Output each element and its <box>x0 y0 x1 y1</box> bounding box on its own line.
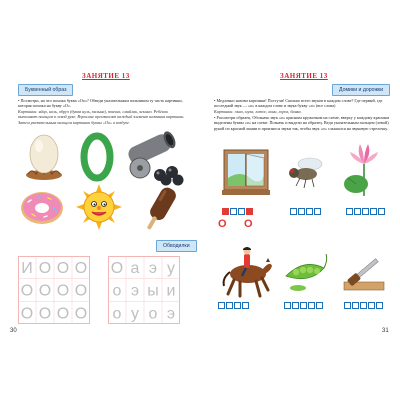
sound-box[interactable] <box>238 208 245 215</box>
sound-box[interactable] <box>308 302 315 309</box>
horse-rider-picture <box>218 244 278 300</box>
sound-box[interactable] <box>284 302 291 309</box>
tracing-letter[interactable]: О <box>56 282 70 300</box>
saw-tool-picture <box>338 250 388 296</box>
instruction-text: • Посмотри, на что похожа буква «Оо»? Обведи указательным пальчиком ту часть картинки, которая похожа на букву «О». <box>18 98 183 109</box>
tracing-grid-1 <box>18 256 90 324</box>
tracing-letter[interactable]: о <box>112 282 122 300</box>
donut-picture <box>18 188 66 228</box>
instruction-note: Картинки: яйцо, ноль, обруч (буква нуль, пальма), пончик, смайлик, эскимо. Ребёнок выполняет пальцем в левой руке. Взрослые произносят каждый элемент названия картинки. Затем указательным пальцем картинки буквы «Оо» в воздухе. <box>18 109 185 125</box>
tracing-letter[interactable]: О <box>38 260 52 277</box>
sound-box[interactable] <box>242 302 249 309</box>
left-page <box>0 0 196 400</box>
sound-box[interactable] <box>298 208 305 215</box>
tracing-letter[interactable]: о <box>112 305 122 323</box>
tracing-letter[interactable]: у <box>131 305 139 323</box>
sound-box[interactable] <box>344 302 351 309</box>
sound-box[interactable] <box>370 208 377 215</box>
tracing-letter[interactable]: О <box>74 282 88 300</box>
tracing-letter[interactable]: у <box>167 260 175 277</box>
right-page <box>204 0 400 400</box>
eskimo-icecream-picture <box>140 184 180 234</box>
fly-picture <box>284 154 328 190</box>
sound-box[interactable] <box>352 302 359 309</box>
tracing-letter[interactable]: О <box>20 282 34 300</box>
smiley-picture <box>76 184 122 230</box>
tracing-letter[interactable]: э <box>130 282 140 300</box>
tracing-letter[interactable]: О <box>56 305 70 323</box>
sample-letter-o: O <box>244 218 253 230</box>
page-number-left: 30 <box>10 328 17 334</box>
sound-box[interactable] <box>360 302 367 309</box>
word-scheme-horses <box>218 302 250 309</box>
sound-box[interactable] <box>306 208 313 215</box>
instruction-text-right: • Медленно назови картинки! Постучи! Сколько всего звуков в каждом слове? Где первый, где последний звук — «о» в каждом слове и звука букву «о» (все слова) <box>214 98 383 109</box>
tracing-grid-2 <box>108 256 180 324</box>
tracing-letter[interactable]: О <box>110 260 124 277</box>
lotus-picture <box>338 140 386 200</box>
tracing-letter[interactable]: О <box>74 260 88 277</box>
sound-box[interactable] <box>316 302 323 309</box>
sound-box[interactable] <box>368 302 375 309</box>
sound-box[interactable] <box>290 208 297 215</box>
word-scheme-lotus <box>346 208 386 215</box>
section-tag-tracing: Обводилки <box>156 240 197 252</box>
sound-box[interactable] <box>376 302 383 309</box>
sound-box[interactable] <box>346 208 353 215</box>
sound-box[interactable] <box>292 302 299 309</box>
word-scheme-fly <box>290 208 322 215</box>
sound-box[interactable] <box>354 208 361 215</box>
peas-picture <box>280 250 330 296</box>
sound-box[interactable] <box>226 302 233 309</box>
tracing-letter[interactable]: и <box>166 282 176 300</box>
sample-letter-o: O <box>218 218 227 230</box>
lesson-title: ЗАНЯТИЕ 13 <box>82 72 130 80</box>
section-tag-letter-image: Буквенный образ <box>18 84 73 96</box>
tracing-letter[interactable]: э <box>166 305 176 323</box>
zero-picture <box>80 132 114 182</box>
tracing-letter[interactable]: О <box>38 282 52 300</box>
sound-box[interactable] <box>222 208 229 215</box>
sound-box[interactable] <box>362 208 369 215</box>
sound-box[interactable] <box>378 208 385 215</box>
tracing-letter[interactable]: а <box>130 260 140 277</box>
instruction-note-right: Картинки: окно, муха, лотос, кони, горох, банка. <box>214 109 302 114</box>
sound-box[interactable] <box>300 302 307 309</box>
tracing-letter[interactable]: О <box>20 305 34 323</box>
window-picture <box>220 148 272 198</box>
lesson-title-right: ЗАНЯТИЕ 13 <box>280 72 328 80</box>
cannon-picture <box>120 128 186 186</box>
egg-picture <box>22 130 66 182</box>
sound-box[interactable] <box>230 208 237 215</box>
word-scheme-peas <box>284 302 324 309</box>
page-number-right: 31 <box>382 328 389 334</box>
tracing-letter[interactable]: о <box>148 305 158 323</box>
sound-box[interactable] <box>246 208 253 215</box>
word-scheme-jar <box>344 302 384 309</box>
tracing-letter[interactable]: ы <box>147 282 159 300</box>
sound-box[interactable] <box>314 208 321 215</box>
tracing-letter[interactable]: э <box>148 260 158 277</box>
sound-box[interactable] <box>234 302 241 309</box>
tracing-letter[interactable]: О <box>56 260 70 277</box>
section-tag-houses-paths: Домики и дорожки <box>332 84 390 96</box>
tracing-letter[interactable]: О <box>74 305 88 323</box>
word-scheme-window <box>222 208 254 215</box>
instruction-text-right-2: • Рассмотри образец. Обозначь звук «о» красным кружочком на схеме, вверху у каждому красным выделены буквы «о» на схеме. Позначь и выдели на образец. Веди указательным пальцем (левой) рукой по красной линии и произнося звуки так, чтобы звук «о» слышался на звуковую стрелочку. <box>214 115 390 131</box>
tracing-letter[interactable]: О <box>38 305 52 323</box>
tracing-letter[interactable]: И <box>21 260 33 277</box>
sound-box[interactable] <box>218 302 225 309</box>
